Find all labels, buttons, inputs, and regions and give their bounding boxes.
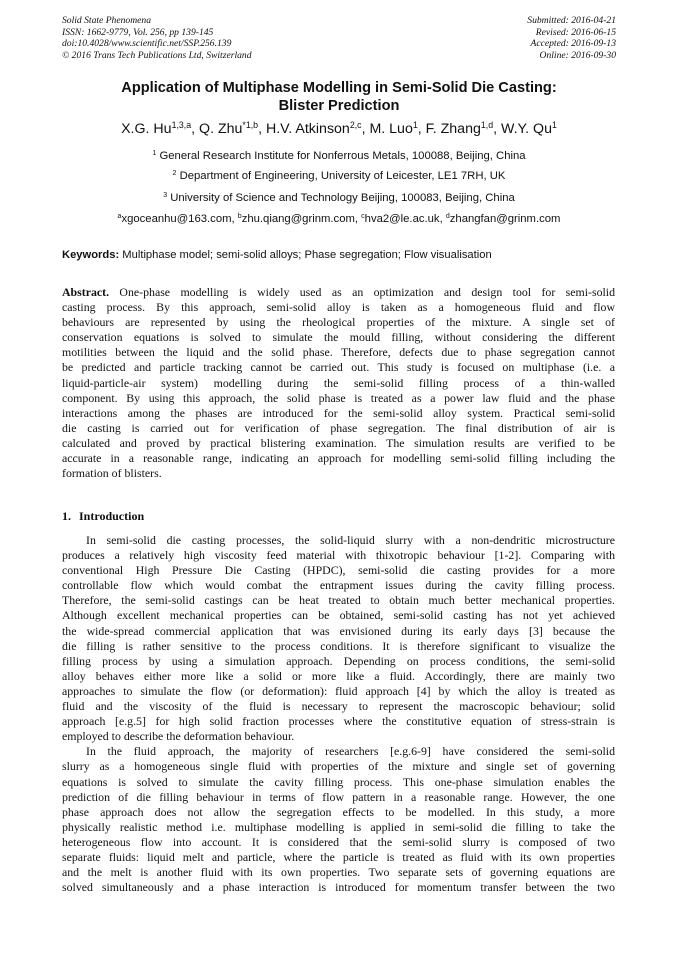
abstract-line: be predicted and particle tracking cannot be carried out. This study is focused on multiphase (i.e. a [62,360,615,375]
online-date: Online: 2016-09-30 [539,49,616,61]
abstract [62,285,615,481]
paragraph-line: approaches to simulate the flow (or deformation): fluid approach [4] by which the alloy is treated as [62,683,615,698]
paragraph-line: solved simultaneously and a phase interaction is introduced for momentum transfer between the two [62,880,615,895]
keywords-text: Multiphase model; semi-solid alloys; Phase segregation; Flow visualisation [119,249,492,261]
publication-dates [527,15,616,61]
abstract-line: behaviours are represented by using the rheological properties of the mixture. A single set of [62,315,615,330]
paragraph-line: slurry as a homogeneous single fluid with properties of the mixture and single set of governing [62,759,615,774]
introduction-body [62,533,615,895]
paragraph-line: filling process by using a simulation approach. Depending on process conditions, the semi-solid [62,653,615,668]
title-line-2: Blister Prediction [278,98,400,114]
author-affiliation-mark: 1,3,a [171,120,192,131]
author-affiliation-mark: 1 [551,120,557,131]
doi[interactable]: doi:10.4028/www.scientific.net/SSP.256.139 [62,38,232,49]
email-mark: a [117,213,122,221]
email-address[interactable]: zhangfan@grinm.com [449,213,561,225]
journal-name: Solid State Phenomena [62,15,151,26]
author-list [40,121,638,137]
affiliation-text: General Research Institute for Nonferrous Metals, 100088, Beijing, China [159,150,526,162]
submitted-date: Submitted: 2016-04-21 [527,15,616,26]
revised-date: Revised: 2016-06-15 [535,26,616,38]
paragraph-line: approach [e.g.5] for high solid fraction processes where the constitutive equation of stress-strain is [62,714,615,729]
affiliation-2 [40,170,638,182]
paragraph-line: Therefore, the semi-solid castings can be heat treated to obtain much better mechanical properties. [62,593,615,608]
copyright: © 2016 Trans Tech Publications Ltd, Switzerland [62,49,252,61]
paragraph-line: phase approach does not allow the segregation effects to be modelled. In this study, a more [62,804,615,819]
author-name: Q. Zhu [199,121,243,137]
author-name: W.Y. Qu [500,121,552,137]
paragraph-line: alloy behaves either more like a solid or more like a fluid. Accordingly, there are mainly two [62,668,615,683]
abstract-line: die casting is carried out for verification of phase segregation. The final distribution of air is [62,420,615,435]
paragraph-line: fluid and the viscosity of the fluid is necessary to represent the macroscopic behaviour; solid [62,699,615,714]
paragraph-line: Although excellent mechanical properties can be obtained, semi-solid casting has not yet achieved [62,608,615,623]
abstract-line: component. By using this approach, the solid phase is treated as a power law fluid and the phase [62,390,615,405]
email-list [40,213,638,225]
paragraph-line: controllable flow which would combat the entrapment issues during the cavity filling process. [62,578,615,593]
email-address[interactable]: hva2@le.ac.uk, [364,213,446,225]
author-affiliation-mark: *1,b [242,120,259,131]
author-separator: , [493,121,501,137]
abstract-line [62,285,615,300]
paragraph-line: die filling is rather sensitive to the process conditions. It is therefore significant to visualize the [62,638,615,653]
title-line-1: Application of Multiphase Modelling in Semi-Solid Die Casting: [121,80,557,96]
paper-title [62,79,616,115]
author-name: X.G. Hu [121,121,172,137]
email-address[interactable]: zhu.qiang@grinm.com, [241,213,362,225]
paragraph-line: and the melt is another fluid with its own properties. Two separate sets of governing equations are [62,865,615,880]
abstract-line: conservation equations is solved to simulate the mould filling, without considering the different [62,330,615,345]
paragraph-line: heterogeneous flow into account. It is considered that the semi-solid slurry is composed of two [62,834,615,849]
affiliation-text: Department of Engineering, University of Leicester, LE1 7RH, UK [179,170,506,182]
abstract-label: Abstract. [62,285,110,299]
affiliation-1 [40,150,638,162]
email-mark: d [445,213,450,221]
author-separator: , [258,121,266,137]
section-heading-introduction [62,509,144,524]
accepted-date: Accepted: 2016-09-13 [530,38,616,49]
affiliation-3 [40,192,638,204]
author-separator: , [417,121,426,137]
keywords [62,249,492,261]
journal-info [62,15,252,61]
paragraph-line: produces a relatively high viscosity feed material with thixotropic behaviour [1-2]. Comparing with [62,548,615,563]
affiliation-mark: 2 [172,170,177,178]
abstract-line: accurate in a reasonable range, indicating an approach for modelling semi-solid filling including the [62,451,615,466]
paragraph-line: prediction of die filling behaviour in terms of flow pattern in a reasonable range. However, the one [62,789,615,804]
section-number: 1. [62,509,71,523]
email-mark: b [237,213,242,221]
abstract-line: interactions among the phases are introduced for the semi-solid alloy system. Practical semi-solid [62,405,615,420]
abstract-text: One-phase modelling is widely used as an optimization and design tool for semi-solid [109,285,615,299]
paragraph-line: conventional High Pressure Die Casting (HPDC), semi-solid die casting provides for a more [62,563,615,578]
paragraph-line: separate fluids: liquid melt and particle, where the particle is treated as fluid with its own properties [62,849,615,864]
author-separator: , [361,121,370,137]
paragraph-line: the wide-spread commercial application that was envisioned during its early days [3] because the [62,623,615,638]
paragraph-line: In semi-solid die casting processes, the solid-liquid slurry with a non-dendritic microstructure [86,533,615,547]
abstract-line: calculated and proved by practical blistering examination. The simulation results are verified to be [62,435,615,450]
affiliation-mark: 1 [152,150,157,158]
abstract-line: casting process. By this approach, semi-solid alloy is taken as a homogeneous fluid and flow [62,300,615,315]
author-separator: , [191,121,200,137]
author-name: F. Zhang [425,121,481,137]
keywords-label: Keywords: [62,249,120,261]
paragraph-line: equations is solved to simulate the cavity filling process. This one-phase simulation enables the [62,774,615,789]
issn: ISSN: 1662-9779, Vol. 256, pp 139-145 [62,26,214,38]
email-address[interactable]: xgoceanhu@163.com, [121,213,238,225]
abstract-line: liquid-particle-air system) modelling during the semi-solid filling process of a thin-walled [62,375,615,390]
section-title: Introduction [79,509,145,523]
abstract-line: motilities between the liquid and the solid phase. Therefore, defects due to phase segregation cannot [62,345,615,360]
author-affiliation-mark: 1,d [480,120,494,131]
author-name: H.V. Atkinson [265,121,350,137]
affiliation-text: University of Science and Technology Beijing, 100083, Beijing, China [170,192,515,204]
author-affiliation-mark: 2,c [349,120,362,131]
email-mark: c [361,213,365,221]
affiliation-mark: 3 [163,192,168,200]
paragraph-line: employed to describe the deformation behaviour. [62,729,295,744]
author-name: M. Luo [369,121,413,137]
paragraph-line: physically realistic method i.e. multiphase modelling is applied in semi-solid die filling to take the [62,819,615,834]
author-affiliation-mark: 1 [412,120,418,131]
paragraph-line: In the fluid approach, the majority of researchers [e.g.6-9] have considered the semi-solid [86,744,615,759]
abstract-line: formation of blisters. [62,466,162,481]
